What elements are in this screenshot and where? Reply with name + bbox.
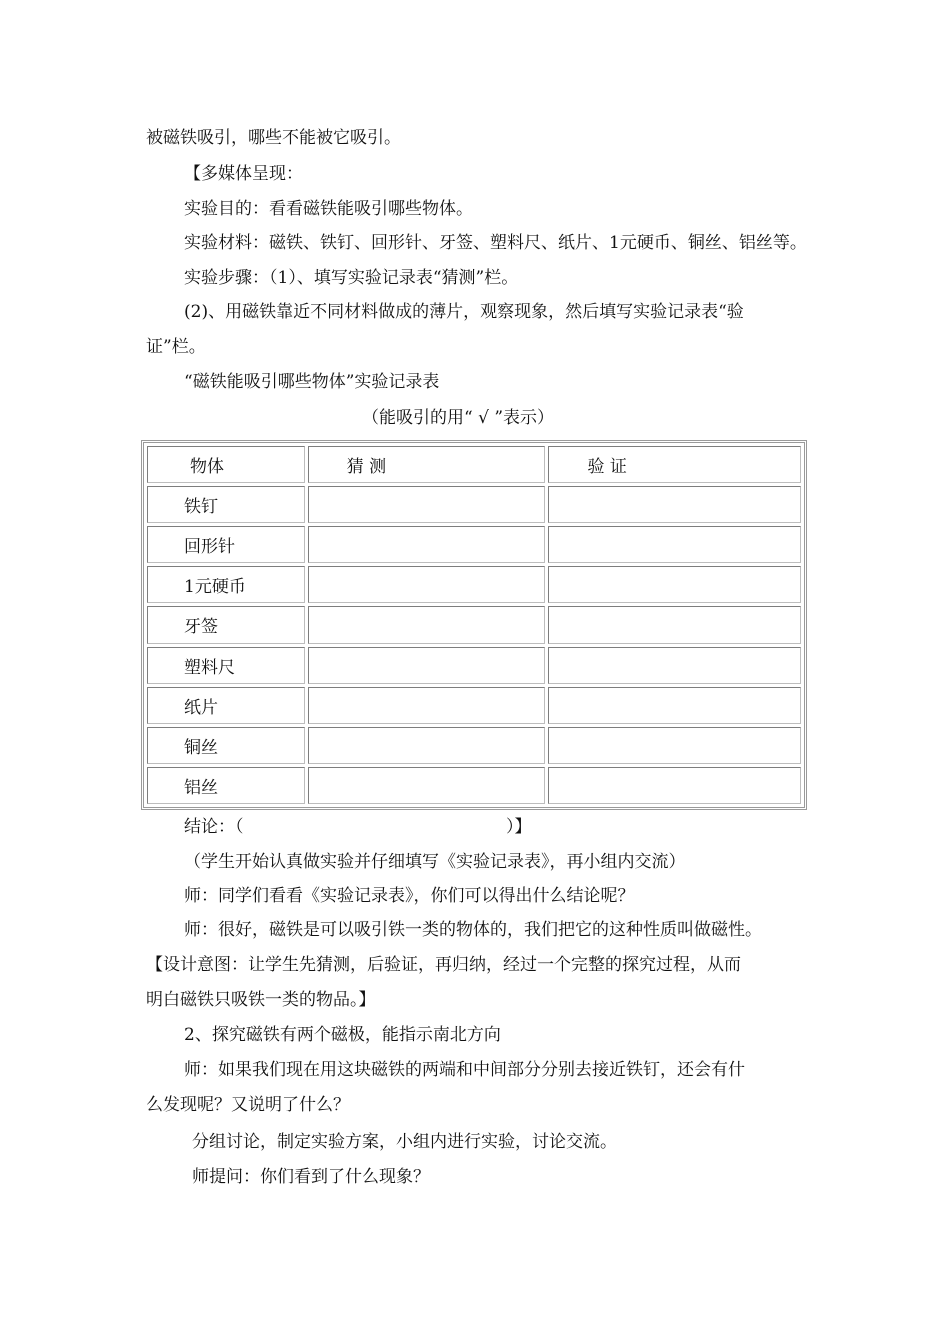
conclusion-close: ）】 [506,817,532,837]
paragraph: 被磁铁吸引，哪些不能被它吸引。 [146,128,401,148]
table-cell-verify [548,486,801,523]
table-cell-guess [308,767,546,804]
table-row [147,526,801,563]
paragraph: 师：如果我们现在用这块磁铁的两端和中间部分分别去接近铁钉，还会有什 [184,1060,745,1080]
paragraph: 师提问：你们看到了什么现象？ [192,1167,430,1187]
paragraph: 【多媒体呈现： [184,164,303,184]
table-cell-item: 1元硬币 [147,566,305,603]
table-cell-verify [548,687,801,724]
table-cell-item: 牙签 [147,606,305,643]
table-row [147,606,801,643]
table-cell-guess [308,687,546,724]
paragraph: （学生开始认真做实验并仔细填写《实验记录表》，再小组内交流） [184,852,686,872]
table-cell-guess [308,566,546,603]
table-title: “磁铁能吸引哪些物体”实验记录表 [184,372,440,392]
table-note: （能吸引的用“ √ ”表示） [362,408,555,428]
table-cell-item: 纸片 [147,687,305,724]
conclusion-label: 结论：（ [184,817,244,837]
paragraph: 么发现呢？又说明了什么？ [146,1095,350,1115]
table-cell-verify [548,767,801,804]
table-header-cell: 猜 测 [308,446,546,483]
paragraph: 实验材料：磁铁、铁钉、回形针、牙签、塑料尺、纸片、1元硬币、铜丝、铝丝等。 [184,233,807,253]
table-cell-guess [308,727,546,764]
table-cell-verify [548,606,801,643]
table-row [147,687,801,724]
table-cell-item: 塑料尺 [147,647,305,684]
table-row [147,566,801,603]
table-cell-guess [308,647,546,684]
table-row [147,647,801,684]
table-cell-verify [548,526,801,563]
table-cell-item: 铝丝 [147,767,305,804]
table-header-cell: 验 证 [548,446,801,483]
table-cell-guess [308,526,546,563]
table-cell-verify [548,727,801,764]
table-cell-guess [308,486,546,523]
table-row [147,486,801,523]
section-heading: 2、探究磁铁有两个磁极，能指示南北方向 [184,1025,501,1045]
table-cell-verify [548,647,801,684]
paragraph: 明白磁铁只吸铁一类的物品。】 [146,990,376,1010]
table-cell-guess [308,606,546,643]
table-cell-item: 回形针 [147,526,305,563]
record-table [141,440,807,810]
table-cell-item: 铜丝 [147,727,305,764]
table-cell-item: 铁钉 [147,486,305,523]
paragraph: 【设计意图：让学生先猜测，后验证，再归纳，经过一个完整的探究过程，从而 [146,955,741,975]
paragraph: 分组讨论，制定实验方案，小组内进行实验，讨论交流。 [192,1132,617,1152]
paragraph: (2)、用磁铁靠近不同材料做成的薄片，观察现象，然后填写实验记录表“验 [184,302,744,322]
paragraph: 师：很好，磁铁是可以吸引铁一类的物体的，我们把它的这种性质叫做磁性。 [184,920,762,940]
table-header-row [147,446,801,483]
table-row [147,767,801,804]
table-row [147,727,801,764]
paragraph: 证”栏。 [146,337,206,357]
paragraph: 实验目的：看看磁铁能吸引哪些物体。 [184,199,473,219]
paragraph: 师：同学们看看《实验记录表》，你们可以得出什么结论呢？ [184,886,635,906]
paragraph: 实验步骤：（1）、填写实验记录表“猜测”栏。 [184,268,519,288]
table-cell-verify [548,566,801,603]
table-header-cell: 物体 [147,446,305,483]
